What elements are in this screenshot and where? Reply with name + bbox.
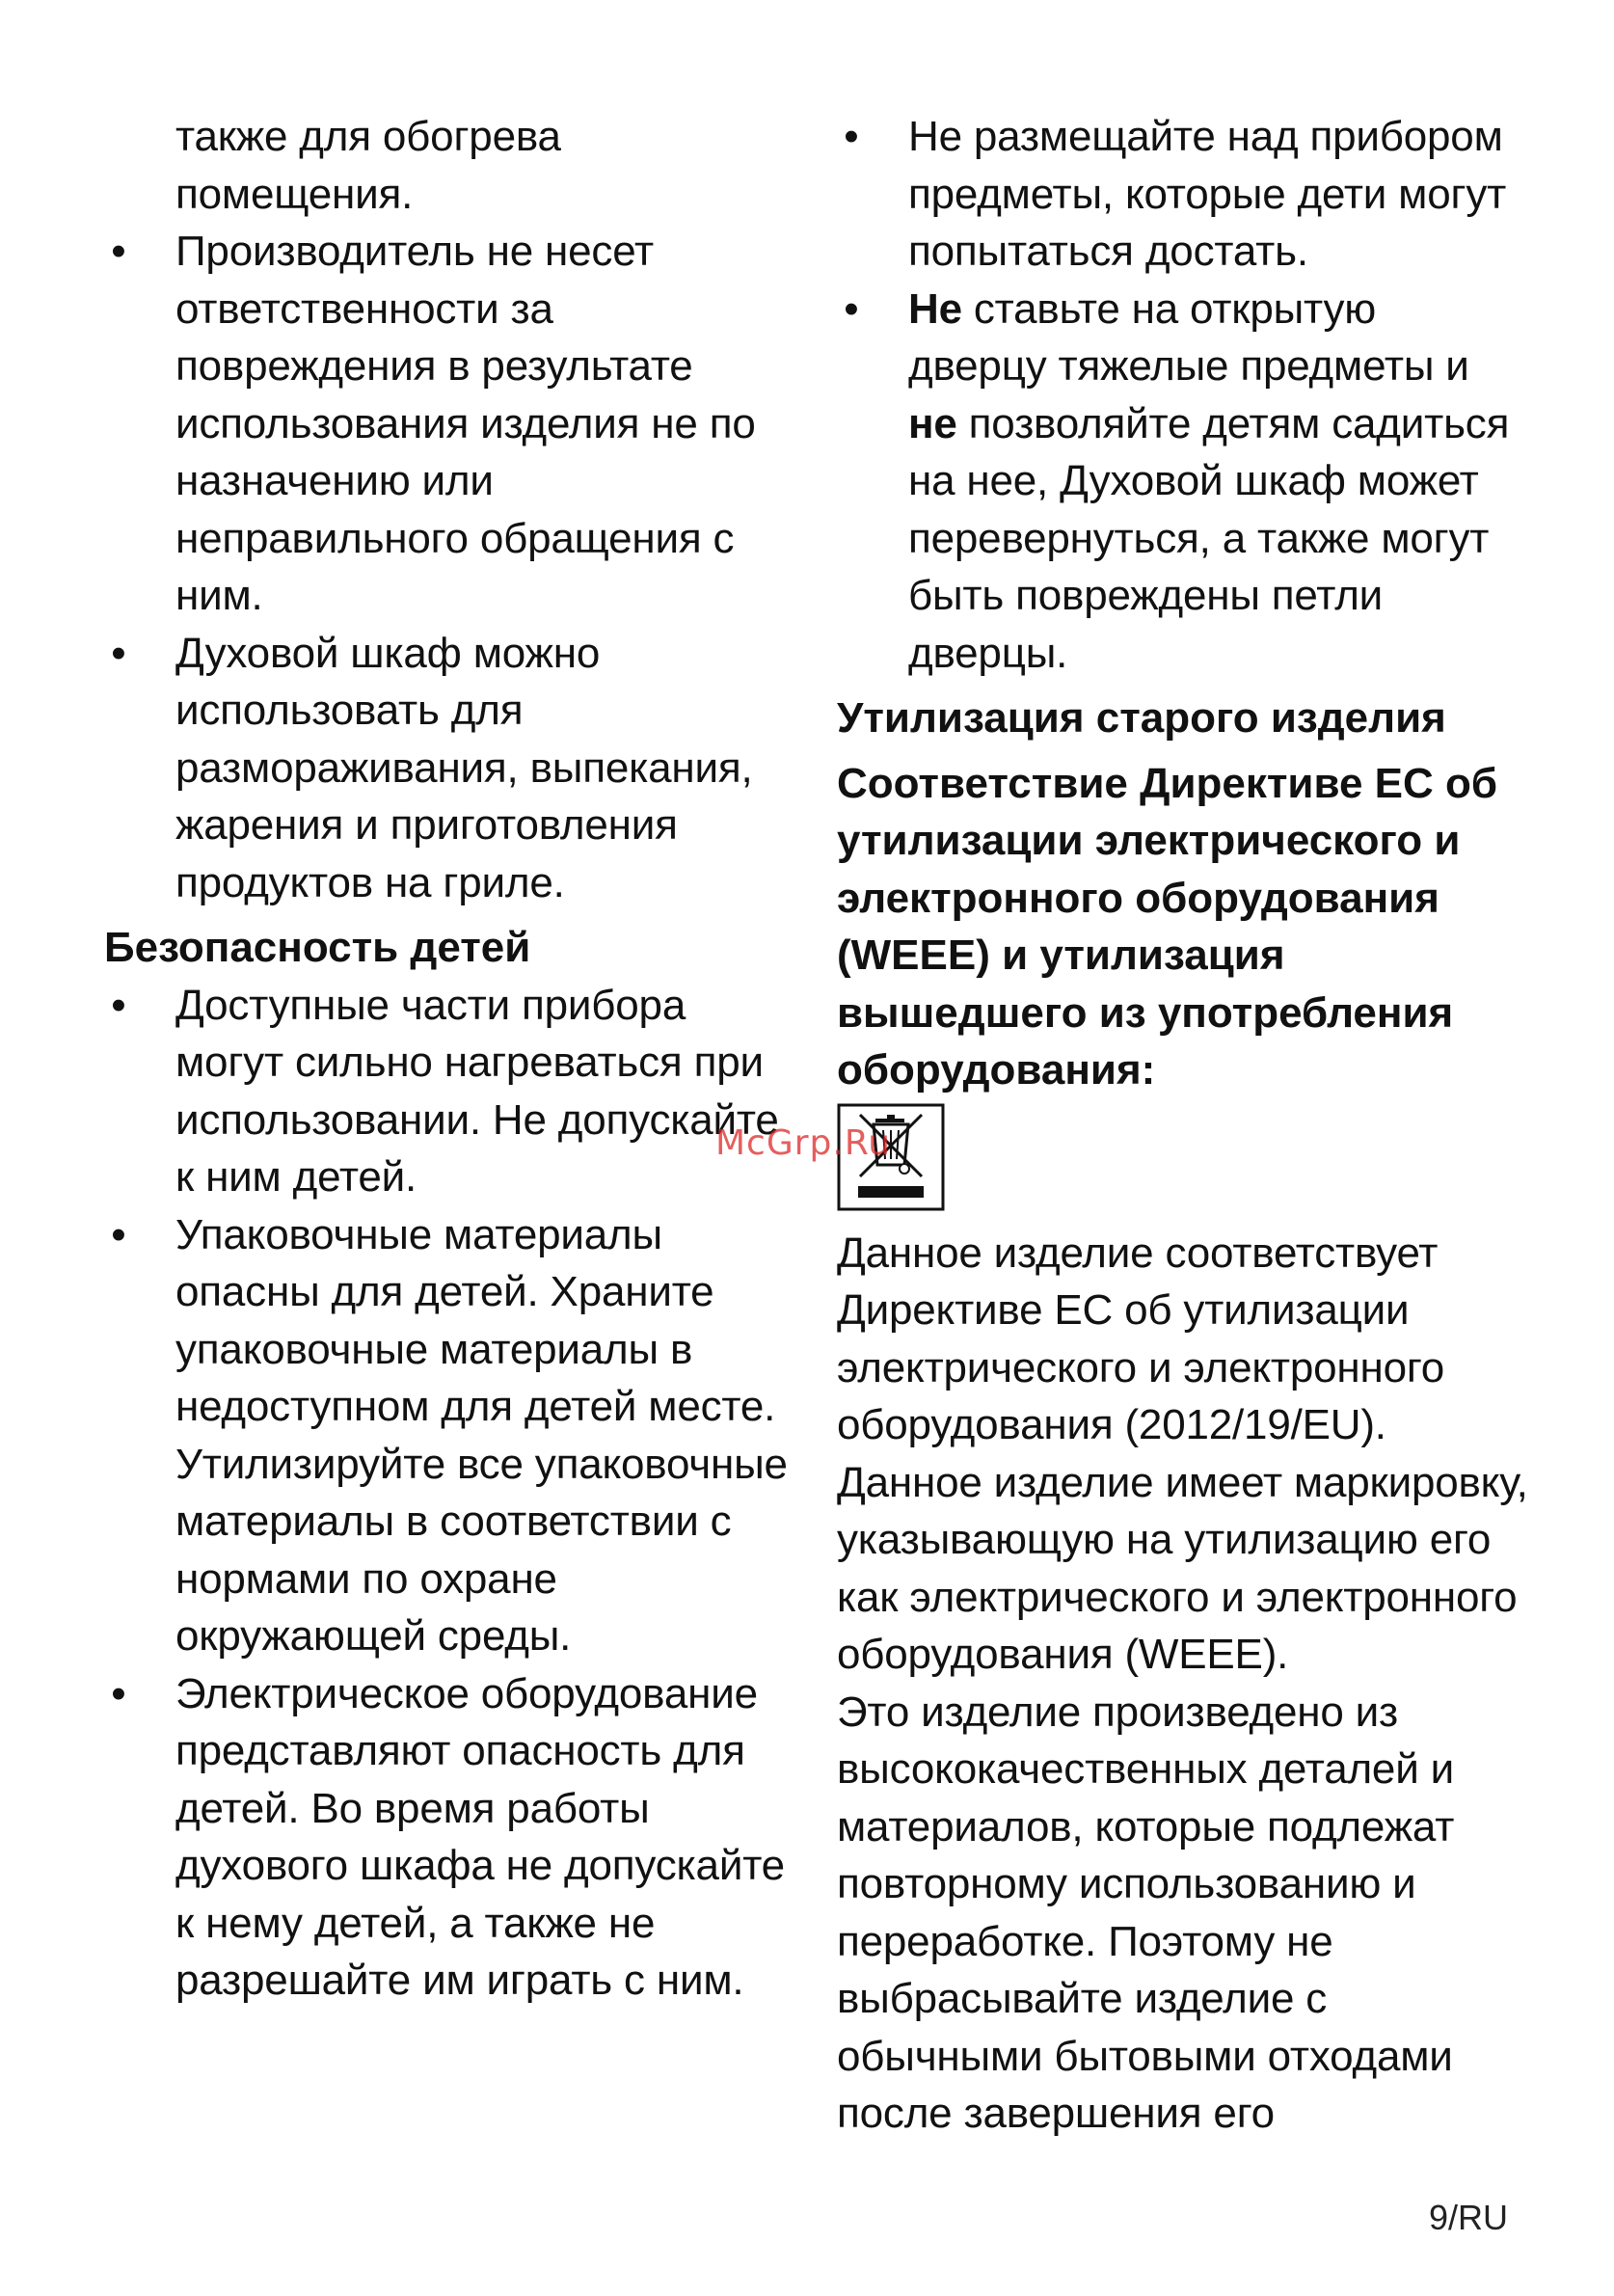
text-line: предметы, которые дети могут xyxy=(908,170,1507,218)
text-line: неправильного обращения с xyxy=(175,514,735,562)
text-line: дверцу тяжелые предметы и xyxy=(908,342,1469,390)
bullet-icon: • xyxy=(111,1669,126,1717)
bullet-icon: • xyxy=(844,113,859,160)
right-column xyxy=(837,108,1531,2143)
watermark: McGrp.Ru xyxy=(715,1123,892,1163)
text-line xyxy=(837,395,1531,453)
text-line: указывающую на утилизацию его xyxy=(837,1516,1492,1563)
text-line: Данное изделие имеет маркировку, xyxy=(837,1458,1528,1506)
bullet-item xyxy=(104,1665,798,2010)
text-line: Утилизируйте все упаковочные xyxy=(175,1440,788,1488)
text-line: быть повреждены петли xyxy=(908,572,1384,619)
continuation-text xyxy=(104,108,798,223)
text-line: размораживания, выпекания, xyxy=(175,743,753,792)
text-line: Не размещайте над прибором xyxy=(908,113,1503,160)
bullet-icon: • xyxy=(111,1210,126,1258)
bullet-item xyxy=(837,108,1531,281)
text-line: Производитель не несет xyxy=(175,228,654,275)
text-line: жарения и приготовления xyxy=(175,801,678,849)
bullet-item xyxy=(104,977,798,1206)
bullet-item xyxy=(104,625,798,912)
text-line: ним. xyxy=(175,572,263,619)
text-line: ответственности за xyxy=(175,284,553,333)
text-line: переработке. Поэтому не xyxy=(837,1917,1333,1965)
text-line: перевернуться, а также могут xyxy=(908,514,1490,562)
text-line: оборудования (2012/19/EU). xyxy=(837,1401,1386,1448)
bullet-icon: • xyxy=(844,284,859,333)
text-line: недоступном для детей месте. xyxy=(175,1383,776,1430)
text-line: высококачественных деталей и xyxy=(837,1745,1454,1793)
text-line: помещения. xyxy=(175,170,414,218)
text-line: использовать для xyxy=(175,687,524,734)
text-line: назначению или xyxy=(175,457,494,504)
text-line: окружающей среды. xyxy=(175,1612,572,1660)
text-line: использования изделия не по xyxy=(175,399,756,447)
text-line: также для обогрева xyxy=(175,113,561,160)
heading-line: вышедшего из употребления xyxy=(837,988,1454,1037)
text-line: Электрическое оборудование xyxy=(175,1669,758,1717)
weee-heading xyxy=(837,755,1531,1099)
text-line: нормами по охране xyxy=(175,1554,557,1603)
emphasis-word: Не xyxy=(908,284,962,333)
heading-line: оборудования: xyxy=(837,1046,1156,1094)
bullet-icon: • xyxy=(111,629,126,677)
text-line: детей. Во время работы xyxy=(175,1784,650,1832)
text-line: после завершения его xyxy=(837,2090,1275,2137)
text-line xyxy=(837,281,1531,338)
text-line: попытаться достать. xyxy=(908,228,1308,275)
text-line: повторному использованию и xyxy=(837,1860,1416,1907)
text-span: позволяйте детям садиться xyxy=(956,399,1510,447)
text-line: к нему детей, а также не xyxy=(175,1899,656,1947)
text-line: продуктов на гриле. xyxy=(175,858,565,906)
text-line: могут сильно нагреваться при xyxy=(175,1039,764,1086)
text-line: материалов, которые подлежат xyxy=(837,1802,1455,1850)
text-line: Доступные части прибора xyxy=(175,981,686,1029)
text-line: дверцы. xyxy=(908,629,1068,677)
bullet-icon: • xyxy=(111,228,126,275)
bullet-item xyxy=(837,281,1531,683)
text-line: разрешайте им играть с ним. xyxy=(175,1957,744,2004)
text-line: материалы в соответствии с xyxy=(175,1498,732,1545)
left-column xyxy=(104,108,798,2010)
heading-line: Соответствие Директиве ЕС об xyxy=(837,759,1498,807)
text-line: выбрасывайте изделие с xyxy=(837,1975,1328,2022)
text-line: Директиве ЕС об утилизации xyxy=(837,1286,1410,1334)
text-span: ставьте на открытую xyxy=(961,284,1377,333)
bullet-item xyxy=(104,223,798,625)
text-line: Это изделие произведено из xyxy=(837,1688,1398,1736)
text-line: как электрического и электронного xyxy=(837,1573,1518,1621)
heading-line: (WEEE) и утилизация xyxy=(837,932,1285,979)
text-line: использовании. Не допускайте xyxy=(175,1095,779,1144)
text-line: Упаковочные материалы xyxy=(175,1210,662,1258)
child-safety-heading: Безопасность детей xyxy=(104,924,531,971)
bullet-item xyxy=(104,1206,798,1665)
text-line: опасны для детей. Храните xyxy=(175,1268,714,1315)
text-line: Духовой шкаф можно xyxy=(175,629,601,677)
text-line: на нее, Духовой шкаф может xyxy=(908,457,1479,504)
text-line: к ним детей. xyxy=(175,1153,417,1201)
text-line: электрического и электронного xyxy=(837,1343,1445,1391)
emphasis-word: не xyxy=(908,399,957,447)
heading-line: утилизации электрического и xyxy=(837,817,1461,864)
bullet-icon: • xyxy=(111,981,126,1029)
text-line: повреждения в результате xyxy=(175,342,693,390)
page-number: 9/RU xyxy=(1428,2198,1508,2237)
text-line: представляют опасность для xyxy=(175,1727,745,1774)
text-line: оборудования (WEEE). xyxy=(837,1631,1289,1678)
text-line: Данное изделие соответствует xyxy=(837,1229,1439,1277)
text-line: упаковочные материалы в xyxy=(175,1325,693,1373)
disposal-heading: Утилизация старого изделия xyxy=(837,694,1446,742)
text-line: обычными бытовыми отходами xyxy=(837,2032,1453,2080)
text-line: духового шкафа не допускайте xyxy=(175,1842,785,1889)
heading-line: электронного оборудования xyxy=(837,874,1439,922)
